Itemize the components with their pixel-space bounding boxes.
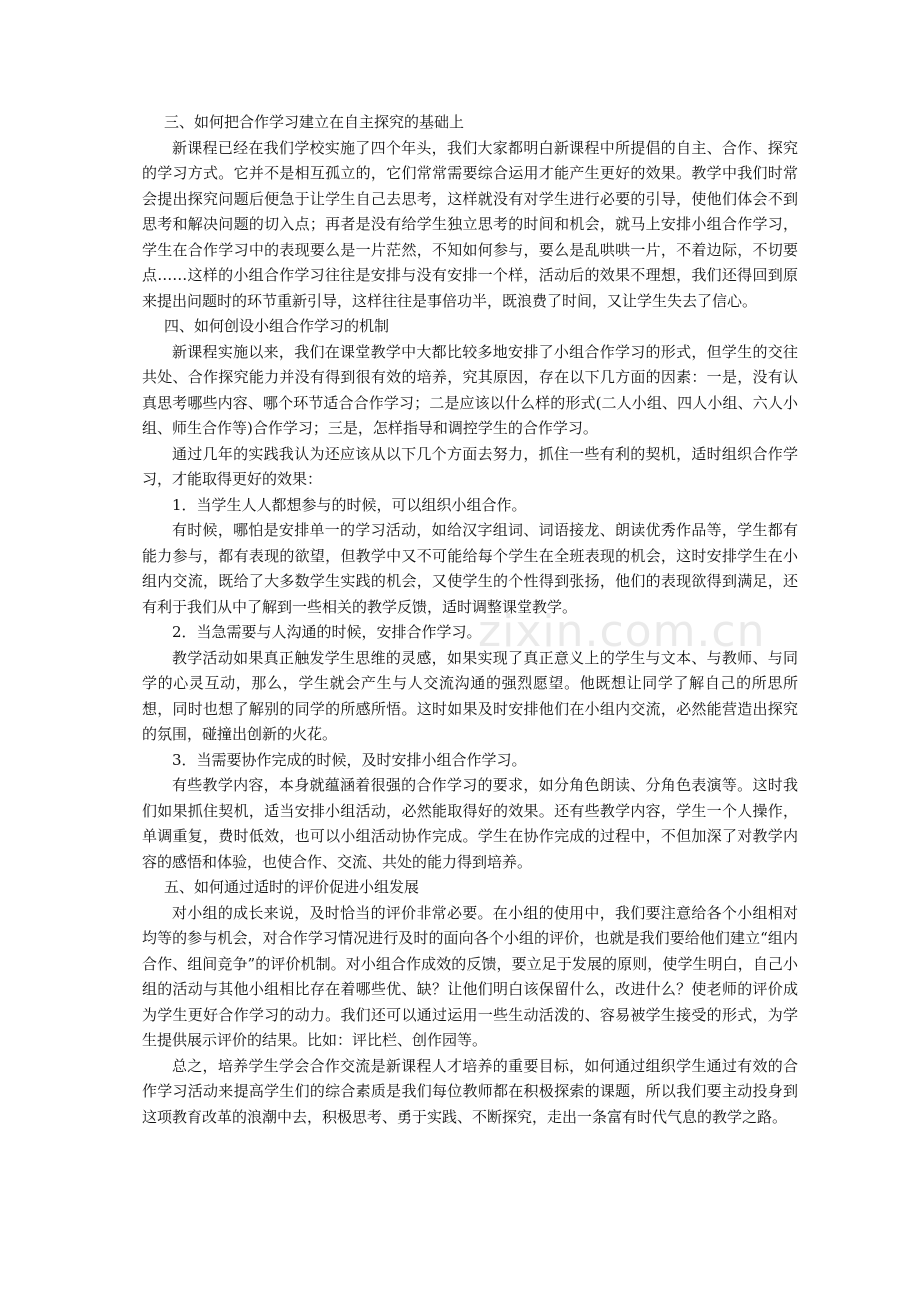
paragraph: 教学活动如果真正触发学生思维的灵感，如果实现了真正意义上的学生与文本、与教师、与同学的心灵互动，那么，学生就会产生与人交流沟通的强烈愿望。他既想让同学了解自己的所思所想，同时也想了解别的同学的所感所悟。这时如果及时安排他们在小组内交流，必然能营造出探究的氛围，碰撞出创新的火花。	[142, 648, 798, 743]
list-item-heading: 1．当学生人人都想参与的时候，可以组织小组合作。	[172, 495, 527, 514]
paragraph: 有些教学内容，本身就蕴涵着很强的合作学习的要求，如分角色朗读、分角色表演等。这时我们如果抓住契机，适当安排小组活动，必然能取得好的效果。还有些教学内容，学生一个人操作，单调重复，费时低效，也可以小组活动协作完成。学生在协作完成的过程中，不但加深了对教学内容的感悟和体验，也使合作、交流、共处的能力得到培养。	[142, 776, 798, 871]
watermark: zixin.com.cn	[478, 606, 766, 657]
list-item-heading: 2．当急需要与人沟通的时候，安排合作学习。	[172, 623, 482, 641]
paragraph: 新课程已经在我们学校实施了四个年头，我们大家都明白新课程中所提倡的自主、合作、探究的学习方式。它并不是相互孤立的，它们常常需要综合运用才能产生更好的效果。教学中我们时常会提出探究问题后便急于让学生自己去思考，这样就没有对学生进行必要的引导，使他们体会不到思考和解决问题的切入点；再者是没有给学生独立思考的时间和机会，就马上安排小组合作学习，学生在合作学习中的表现要么是一片茫然，不知如何参与，要么是乱哄哄一片，不着边际，不切要点……这样的小组合作学习往往是安排与没有安排一个样，活动后的效果不理想，我们还得回到原来提出问题时的环节重新引导，这样往往是事倍功半，既浪费了时间，又让学生失去了信心。	[142, 138, 798, 310]
document-body	[142, 110, 798, 1130]
section-heading-5: 五、如何通过适时的评价促进小组发展	[164, 878, 420, 896]
paragraph: 通过几年的实践我认为还应该从以下几个方面去努力，抓住一些有利的契机，适时组织合作学习，才能取得更好的效果：	[142, 444, 798, 488]
section-heading-3: 三、如何把合作学习建立在自主探究的基础上	[164, 113, 465, 131]
section-heading-4: 四、如何创设小组合作学习的机制	[164, 317, 390, 335]
paragraph: 总之，培养学生学会合作交流是新课程人才培养的重要目标，如何通过组织学生通过有效的合作学习活动来提高学生们的综合素质是我们每位教师都在积极探索的课题，所以我们要主动投身到这项教育改革的浪潮中去，积极思考、勇于实践、不断探究，走出一条富有时代气息的教学之路。	[142, 1056, 798, 1126]
paragraph: 对小组的成长来说，及时恰当的评价非常必要。在小组的使用中，我们要注意给各个小组相对均等的参与机会，对合作学习情况进行及时的面向各个小组的评价，也就是我们要给他们建立“组内合作、组间竞争”的评价机制。对小组合作成效的反馈，要立足于发展的原则，使学生明白，自己小组的活动与其他小组相比存在着哪些优、缺？让他们明白该保留什么，改进什么？使老师的评价成为学生更好合作学习的动力。我们还可以通过运用一些生动活泼的、容易被学生接受的形式，为学生提供展示评价的结果。比如：评比栏、创作园等。	[142, 903, 798, 1049]
paragraph: 新课程实施以来，我们在课堂教学中大都比较多地安排了小组合作学习的形式，但学生的交往共处、合作探究能力并没有得到很有效的培养，究其原因，存在以下几方面的因素：一是，没有认真思考哪些内容、哪个环节适合合作学习；二是应该以什么样的形式(二人小组、四人小组、六人小组、师生合作等)合作学习；三是，怎样指导和调控学生的合作学习。	[142, 342, 798, 437]
list-item-heading: 3．当需要协作完成的时候，及时安排小组合作学习。	[172, 750, 527, 769]
paragraph: 有时候，哪怕是安排单一的学习活动，如给汉字组词、词语接龙、朗读优秀作品等，学生都有能力参与，都有表现的欲望，但教学中又不可能给每个学生在全班表现的机会，这时安排学生在小组内交流，既给了大多数学生实践的机会，又使学生的个性得到张扬，他们的表现欲得到满足，还有利于我们从中了解到一些相关的教学反馈，适时调整课堂教学。	[142, 521, 798, 616]
